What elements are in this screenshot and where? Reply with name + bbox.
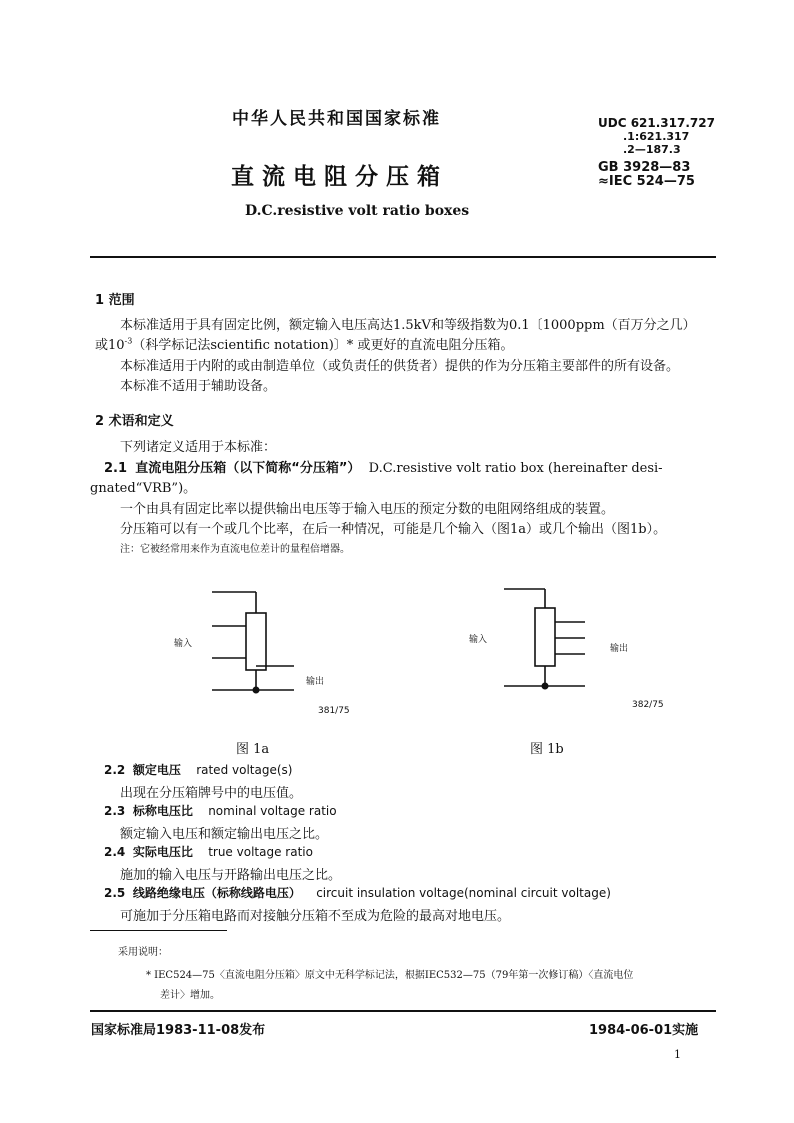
definition-2-2-text: 出现在分压箱牌号中的电压值。 bbox=[120, 786, 303, 801]
section1-para1-line1: 本标准适用于具有固定比例，额定输入电压高达1.5kV和等级指数为0.1〔1000ppm（百万分之几） bbox=[120, 318, 696, 333]
section1-para1-line2: 或$10^{-3}$（科学标记法scientific notation)〕* 或更好的直流电阻分压箱。 bbox=[95, 336, 514, 353]
fig1a-output-label: 输出 bbox=[306, 677, 325, 687]
definition-2-1-line2: gnated“VRB”)。 bbox=[90, 481, 197, 496]
section1-heading: 1 范围 bbox=[95, 293, 135, 308]
definition-2-1-text: 一个由具有固定比率以提供输出电压等于输入电压的预定分数的电阻网络组成的装置。 bbox=[120, 502, 615, 517]
definition-2-1-note: 注：它被经常用来作为直流电位差计的量程倍增器。 bbox=[120, 544, 350, 555]
document-title-cn: 直 流 电 阻 分 压 箱 bbox=[231, 164, 441, 190]
definition-2-5-line: 2.5 线路绝缘电压（标称线路电压） circuit insulation voltage(nominal circuit voltage) bbox=[104, 886, 611, 900]
footnote-line1: * IEC524—75〈直流电阻分压箱〉原文中无科学标记法，根据IEC532—75（79年第一次修订稿）〈直流电位 bbox=[146, 970, 634, 981]
section1-para2: 本标准适用于内附的或由制造单位（或负责任的供货者）提供的作为分压箱主要部件的所有设备。 bbox=[120, 359, 680, 374]
figure-1a-diagram bbox=[160, 580, 380, 720]
fig1b-output-label: 输出 bbox=[610, 644, 629, 654]
fig1a-caption: 图 1a bbox=[236, 742, 270, 757]
definition-2-1-line1: 2.1 直流电阻分压箱（以下简称“分压箱”） D.C.resistive volt ratio box (hereinafter desi- bbox=[104, 461, 663, 476]
definition-2-5-text: 可施加于分压箱电路而对接触分压箱不至成为危险的最高对地电压。 bbox=[120, 909, 511, 924]
footnote-line2: 差计〉增加。 bbox=[160, 990, 220, 1001]
fig1b-junction-dot bbox=[542, 683, 549, 690]
fig1b-code: 382/75 bbox=[632, 700, 664, 710]
definition-2-4-line: 2.4 实际电压比 true voltage ratio bbox=[104, 845, 313, 859]
fig1a-code: 381/75 bbox=[318, 706, 350, 716]
udc-code-line2: .1:621.317 bbox=[623, 130, 690, 143]
iec-reference: ≈IEC 524—75 bbox=[598, 174, 695, 189]
gb-number: GB 3928—83 bbox=[598, 160, 691, 175]
fig1a-junction-dot bbox=[253, 687, 260, 694]
fig1b-resistor bbox=[535, 608, 555, 666]
udc-code-line3: .2—187.3 bbox=[623, 143, 681, 156]
fig1b-caption: 图 1b bbox=[530, 742, 564, 757]
udc-code-line1: UDC 621.317.727 bbox=[598, 116, 715, 130]
definition-2-3-line: 2.3 标称电压比 nominal voltage ratio bbox=[104, 804, 337, 818]
figure-1b-diagram bbox=[480, 580, 680, 700]
footer-rule bbox=[90, 1010, 716, 1012]
definition-2-1-text2: 分压箱可以有一个或几个比率，在后一种情况，可能是几个输入（图1a）或几个输出（图1b）。 bbox=[120, 522, 667, 537]
definition-2-4-text: 施加的输入电压与开路输出电压之比。 bbox=[120, 868, 342, 883]
fig1a-resistor bbox=[246, 613, 266, 670]
section2-heading: 2 术语和定义 bbox=[95, 414, 174, 429]
definition-2-3-text: 额定输入电压和额定输出电压之比。 bbox=[120, 827, 329, 842]
document-title-en: D.C.resistive volt ratio boxes bbox=[245, 203, 470, 219]
footnote-rule bbox=[90, 930, 227, 931]
footnote-heading: 采用说明： bbox=[118, 947, 168, 958]
header-rule bbox=[90, 256, 716, 258]
section2-intro: 下列诸定义适用于本标准： bbox=[120, 440, 277, 455]
national-standard-heading: 中华人民共和国国家标准 bbox=[232, 109, 441, 129]
section1-para3: 本标准不适用于辅助设备。 bbox=[120, 379, 277, 394]
page-number: 1 bbox=[674, 1048, 681, 1061]
definition-2-2-line: 2.2 额定电压 rated voltage(s) bbox=[104, 763, 293, 777]
issue-date: 国家标准局1983-11-08发布 bbox=[91, 1023, 266, 1038]
effective-date: 1984-06-01实施 bbox=[589, 1023, 699, 1038]
fig1b-input-label: 输入 bbox=[469, 635, 488, 645]
fig1a-input-label: 输入 bbox=[174, 639, 193, 649]
